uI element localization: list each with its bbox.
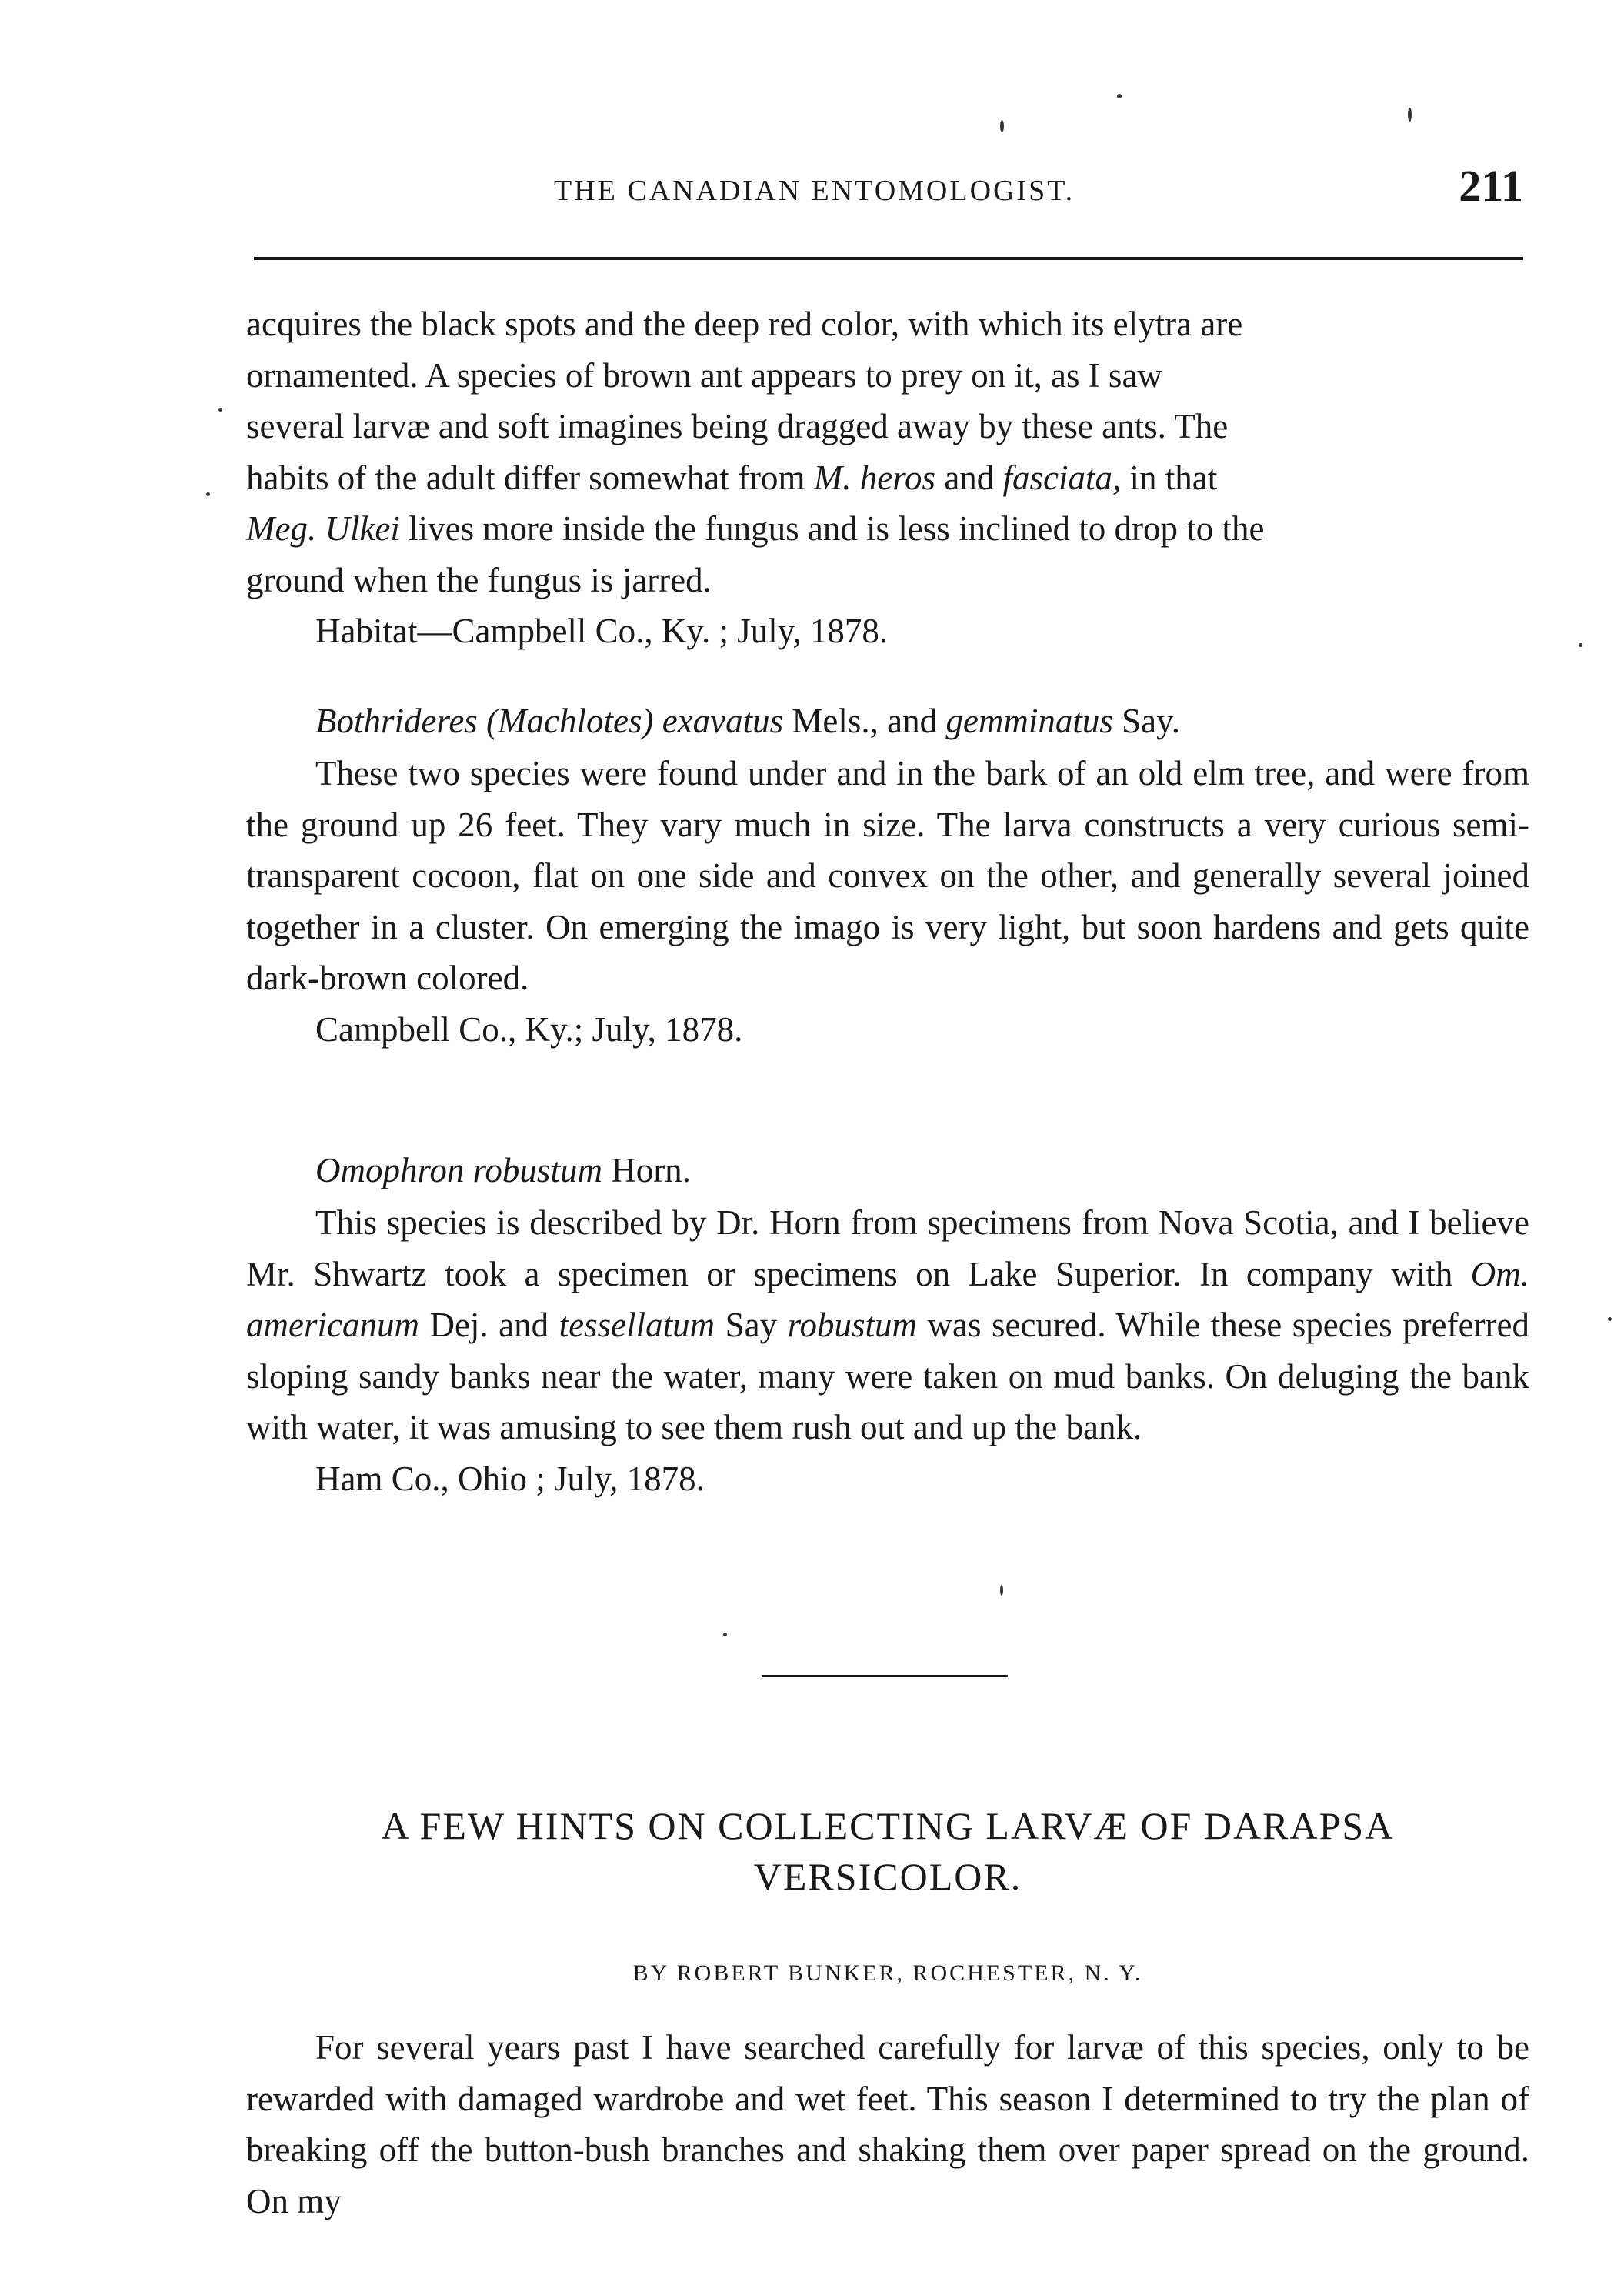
text-run: habits of the adult differ somewhat from [246, 458, 814, 497]
article-title-line: VERSICOLOR. [753, 1855, 1022, 1898]
section-omophron [246, 1145, 1529, 1504]
section-separator [762, 1675, 1008, 1677]
paragraph-line [246, 503, 1529, 555]
text-run: was secured. While these species preferred sloping sandy banks near the water, many were taken on mud banks. On deluging the bank with water, it was amusing to see them rush out and up the bank. [246, 1306, 1530, 1446]
text-run: Say. [1112, 702, 1180, 740]
paragraph-line: several larvæ and soft imagines being dragged away by these ants. The [246, 407, 1229, 445]
scan-speck [1579, 643, 1582, 647]
scan-speck [206, 492, 210, 496]
text-run: Mels., and [783, 702, 946, 740]
habitat-line: Ham Co., Ohio ; July, 1878. [315, 1459, 705, 1498]
paragraph-line: acquires the black spots and the deep red color, with which its elytra are [246, 305, 1243, 343]
paragraph-line [246, 452, 1529, 504]
scan-speck [723, 1633, 727, 1636]
section-bothrideres [246, 696, 1529, 1055]
species-heading [246, 696, 1529, 746]
species-name: Meg. Ulkei [246, 509, 400, 548]
text-run: Dej. and [419, 1306, 559, 1344]
species-name: Om. americanum [246, 1254, 1529, 1344]
section-continuation [246, 299, 1529, 656]
paragraph: For several years past I have searched carefully for larvæ of this species, only to be rewarded with damaged wardrobe and wet feet. This season I determined to try the plan of breaking off the button-bush branches and shaking them over paper spread on the ground. On my [246, 2028, 1529, 2220]
article-byline: BY ROBERT BUNKER, ROCHESTER, N. Y. [632, 1960, 1143, 1986]
species-heading [246, 1145, 1529, 1196]
article-body [246, 2022, 1529, 2227]
paragraph-line: ground when the fungus is jarred. [246, 560, 712, 599]
habitat-line: Habitat—Campbell Co., Ky. ; July, 1878. [315, 612, 889, 650]
text-run: lives more inside the fungus and is less inclined to drop to the [399, 509, 1265, 548]
page-number: 211 [1459, 161, 1523, 211]
scan-speck [218, 408, 222, 412]
scan-speck [1000, 1585, 1003, 1596]
species-name: tessellatum [559, 1306, 715, 1344]
paragraph [246, 1197, 1529, 1453]
species-name: fasciata, [1002, 458, 1122, 497]
species-name: gemminatus [945, 702, 1113, 740]
species-name: Omophron robustum [315, 1151, 602, 1189]
species-name: robustum [787, 1306, 917, 1344]
text-run: This species is described by Dr. Horn from specimens from Nova Scotia, and I believe Mr. Shwartz took a specimen or specimens on Lake Superior. In company with [246, 1203, 1529, 1293]
scan-speck [1408, 108, 1412, 122]
species-name: Bothrideres (Machlotes) exavatus [315, 702, 784, 740]
running-title: THE CANADIAN ENTOMOLOGIST. [554, 175, 1075, 207]
scan-speck [1117, 94, 1122, 98]
article-title-line: A FEW HINTS ON COLLECTING LARVÆ OF DARAPSA [381, 1804, 1395, 1847]
article-title [246, 1800, 1529, 1902]
scan-speck [1608, 1317, 1612, 1321]
scan-speck [1000, 120, 1004, 132]
text-run: Horn. [602, 1151, 691, 1189]
text-run: and [935, 458, 1003, 497]
paragraph-line: ornamented. A species of brown ant appears to prey on it, as I saw [246, 355, 1162, 395]
text-run: Say [715, 1306, 788, 1344]
habitat-line: Campbell Co., Ky.; July, 1878. [315, 1009, 743, 1049]
header-rule [254, 257, 1523, 260]
species-name: M. heros [813, 458, 936, 497]
page-header [254, 161, 1523, 235]
text-run: in that [1121, 458, 1218, 497]
paragraph: These two species were found under and in the bark of an old elm tree, and were from the ground up 26 feet. They vary much in size. The larva constructs a very curious semi-transparent cocoon, flat on one side and convex on the other, and generally several joined together in a cluster. On emerging the imago is very light, but soon hardens and gets quite dark-brown colored. [246, 754, 1529, 997]
